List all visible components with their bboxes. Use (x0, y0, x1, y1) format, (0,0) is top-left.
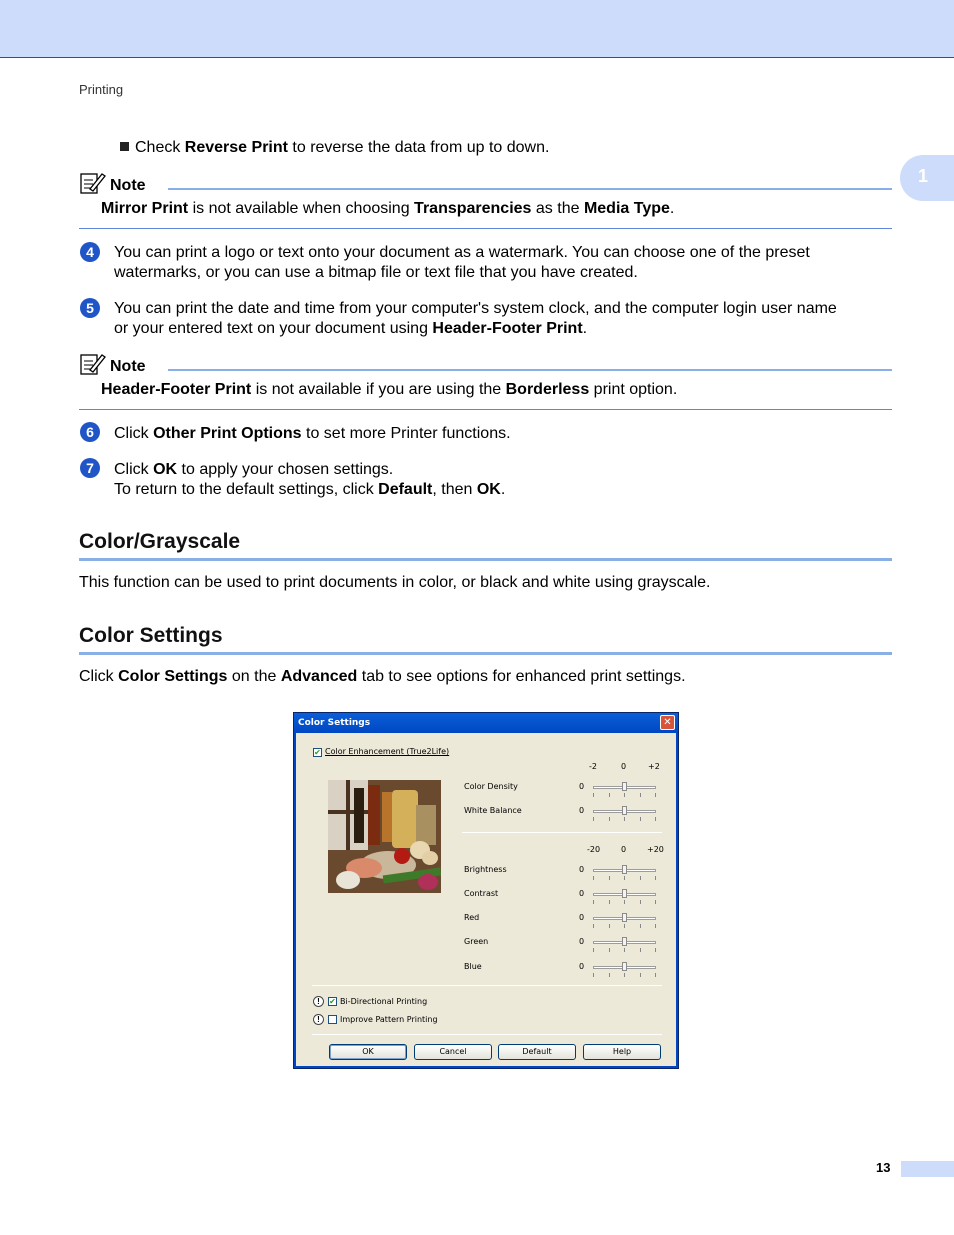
scale-mid: 0 (621, 762, 627, 771)
dialog-title: Color Settings (294, 713, 678, 733)
note-icon (80, 352, 106, 381)
step-marker-7: 7 (80, 458, 100, 478)
close-icon[interactable]: ✕ (660, 715, 675, 730)
improve-pattern-checkbox[interactable] (328, 1015, 337, 1024)
slider-thumb[interactable] (622, 889, 627, 898)
brightness-value: 0 (579, 865, 585, 874)
separator (312, 985, 662, 986)
note-top-rule (168, 188, 892, 190)
chapter-tab (900, 155, 954, 201)
bullet-item: Check Reverse Print to reverse the data from up to down. (120, 138, 549, 158)
step-marker-4: 4 (80, 242, 100, 262)
improve-pattern-label: Improve Pattern Printing (340, 1015, 438, 1024)
note-icon (80, 171, 106, 200)
section-heading: Color Settings (79, 624, 223, 647)
separator (462, 832, 662, 833)
slider-ticks (593, 900, 656, 904)
bidirectional-checkbox[interactable]: ✔ (329, 997, 336, 1006)
note-label: Note (110, 358, 146, 375)
step-marker-5: 5 (80, 298, 100, 318)
slider-ticks (593, 924, 656, 928)
section-rule (79, 558, 892, 561)
scale-min: -20 (587, 845, 601, 854)
step-5-text: You can print the date and time from your computer's system clock, and the computer login user name or your entered text on your document using Header-Footer Print. (114, 300, 837, 337)
white-balance-value: 0 (579, 806, 585, 815)
white-balance-label: White Balance (464, 806, 522, 815)
blue-value: 0 (579, 962, 585, 971)
info-icon: ! (313, 1014, 324, 1025)
note-bottom-rule (79, 409, 892, 410)
separator (312, 1034, 662, 1035)
default-button[interactable]: Default (498, 1044, 576, 1060)
contrast-label: Contrast (464, 889, 499, 898)
note-top-rule (168, 369, 892, 371)
section-body: This function can be used to print documents in color, or black and white using grayscale. (79, 574, 711, 591)
green-value: 0 (579, 937, 585, 946)
section-heading: Color/Grayscale (79, 530, 241, 553)
cancel-button[interactable]: Cancel (414, 1044, 492, 1060)
scale-min: -2 (589, 762, 597, 771)
step-7-text: Click OK to apply your chosen settings. To return to the default settings, click Default, then OK. (114, 461, 506, 498)
slider-ticks (593, 817, 656, 821)
brightness-label: Brightness (464, 865, 507, 874)
color-settings-dialog (293, 712, 679, 1069)
contrast-value: 0 (579, 889, 585, 898)
slider-thumb[interactable] (622, 962, 627, 971)
red-value: 0 (579, 913, 585, 922)
running-head: Printing (79, 82, 124, 97)
page-tab (901, 1161, 954, 1177)
slider-thumb[interactable] (622, 782, 627, 791)
scale-max: +20 (647, 845, 664, 854)
chapter-number: 1 (918, 166, 929, 186)
scale-mid: 0 (621, 845, 627, 854)
section-rule (79, 652, 892, 655)
preview-photo (328, 780, 441, 893)
slider-ticks (593, 948, 656, 952)
color-density-label: Color Density (464, 782, 518, 791)
slider-ticks (593, 876, 656, 880)
color-density-value: 0 (579, 782, 585, 791)
bidirectional-label: Bi-Directional Printing (340, 997, 428, 1006)
help-button[interactable]: Help (583, 1044, 661, 1060)
step-4-text: You can print a logo or text onto your document as a watermark. You can choose one of the preset watermarks, or you can use a bitmap file or text file that you have created. (114, 244, 810, 281)
color-enhancement-checkbox[interactable]: ✔ (314, 748, 321, 757)
blue-label: Blue (464, 962, 482, 971)
green-label: Green (464, 937, 489, 946)
step-6-text: Click Other Print Options to set more Printer functions. (114, 425, 511, 442)
slider-thumb[interactable] (622, 806, 627, 815)
note-bottom-rule (79, 228, 892, 229)
slider-ticks (593, 793, 656, 797)
note-text: Mirror Print is not available when choosing Transparencies as the Media Type. (101, 200, 675, 217)
note-label: Note (110, 177, 146, 194)
ok-button[interactable]: OK (329, 1044, 407, 1060)
slider-thumb[interactable] (622, 865, 627, 874)
page-number: 13 (876, 1160, 891, 1175)
slider-thumb[interactable] (622, 913, 627, 922)
note-text: Header-Footer Print is not available if you are using the Borderless print option. (101, 381, 678, 398)
info-icon: ! (313, 996, 324, 1007)
red-label: Red (464, 913, 480, 922)
color-enhancement-label: Color Enhancement (True2Life) (325, 747, 450, 756)
slider-ticks (593, 973, 656, 977)
section-body: Click Color Settings on the Advanced tab to see options for enhanced print settings. (79, 668, 686, 685)
scale-max: +2 (648, 762, 660, 771)
top-band (0, 0, 954, 58)
step-marker-6: 6 (80, 422, 100, 442)
bullet-square-icon (120, 142, 129, 151)
slider-thumb[interactable] (622, 937, 627, 946)
